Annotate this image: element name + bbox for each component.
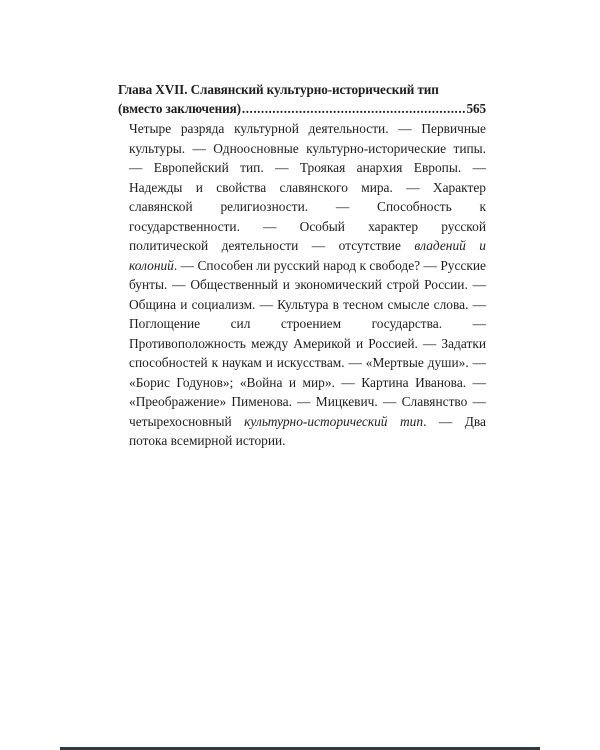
- summary-text-part2: . — Способен ли русский народ к свободе? — Русские бунты. — Общественный и экономический строй России. — Община и социализм. — Культура в тесном смысле слова. — Поглощение сил строением государства. — Противоположность между Америкой и Россией. — Задатки способностей к наукам и искусствам. — «Мертвые души». — «Борис Годунов»; «Война и мир». — Картина Иванова. — «Преображение» Пименова. — Мицкевич. — Славянство — четырехосновный: [129, 257, 486, 429]
- summary-text-part1: Четыре разряда культурной деятельности. — Первичные культуры. — Одноосновные культурно-исторические типы. — Европейский тип. — Троякая анархия Европы. — Надежды и свойства славянского мира. — Характер славянской религиозности. — Способность к государственности. — Особый характер русской политической деятельности — отсутствие: [129, 121, 486, 253]
- dot-leader: [242, 99, 466, 118]
- summary-text-part3: . — Два потока всемирной истории.: [129, 413, 486, 448]
- chapter-title-line2: (вместо заключения): [118, 101, 241, 116]
- summary-italic-1: владений и колоний: [129, 238, 487, 273]
- chapter-page-number: 565: [466, 101, 486, 116]
- chapter-title-line1: Глава XVII. Славянский культурно-исторический тип: [118, 82, 439, 97]
- chapter-summary: [129, 119, 486, 451]
- summary-italic-2: культурно-исторический тип: [244, 413, 424, 429]
- chapter-title-line2-row: [118, 99, 486, 118]
- toc-entry: [118, 80, 486, 451]
